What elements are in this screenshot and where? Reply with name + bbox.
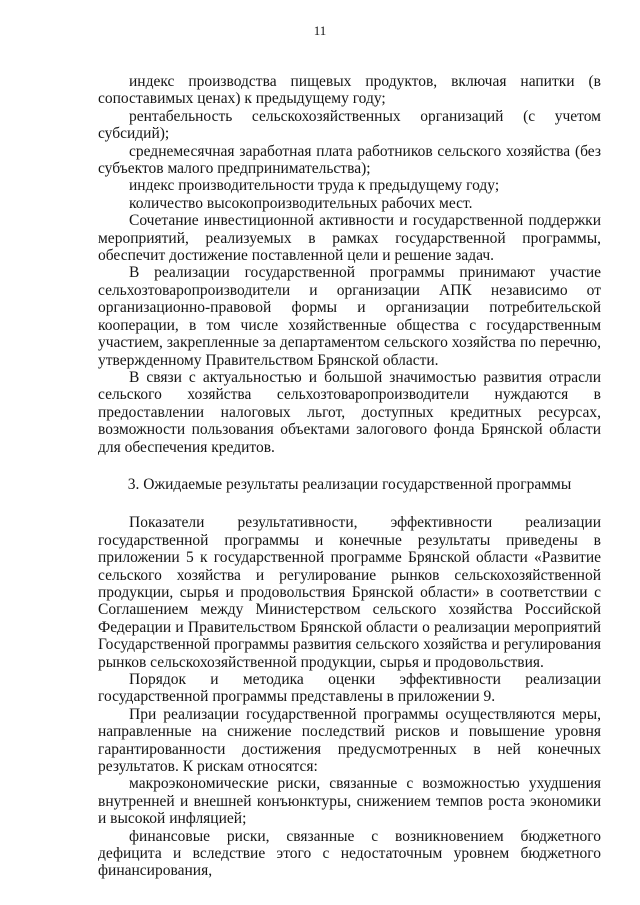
paragraph: количество высокопроизводительных рабочих мест.	[129, 194, 473, 212]
paragraph: В реализации государственной программы принимают участие сельхозтоваропроизводители и организации АПК независимо от организационно-правовой формы и организации потребительской кооперации, в том числе хозяйственные общества с государственным участием, закрепленные за департаментом сельского хозяйства по перечню, утвержденному Правительством Брянской области.	[98, 264, 601, 369]
page-number: 11	[313, 23, 327, 38]
paragraph: При реализации государственной программы осуществляются меры, направленные на снижение последствий рисков и повышение уровня гарантированности достижения предусмотренных в ней конечных результатов. К рискам относятся:	[98, 705, 601, 776]
paragraph: финансовые риски, связанные с возникновением бюджетного дефицита и вследствие этого с недостаточным уровнем бюджетного финансирования,	[98, 827, 601, 880]
paragraph: В связи с актуальностью и большой значимостью развития отрасли сельского хозяйства сельхозтоваропроизводители нуждаются в предоставлении налоговых льгот, доступных кредитных ресурсах, возможности пользования объектами залогового фонда Брянской области для обеспечения кредитов.	[98, 368, 601, 456]
paragraph: Порядок и методика оценки эффективности реализации государственной программы представлены в приложении 9.	[98, 671, 601, 706]
paragraph: Показатели результативности, эффективности реализации государственной программы и конечные результаты приведены в приложении 5 к государственной программе Брянской области «Развитие сельского хозяйства и регулирование рынков сельскохозяйственной продукции, сырья и продовольствия Брянской области» в соответствии с Соглашением между Министерством сельского хозяйства Российской Федерации и Правительством Брянской области о реализации мероприятий Государственной программы развития сельского хозяйства и регулирования рынков сельскохозяйственной продукции, сырья и продовольствия.	[98, 514, 601, 671]
paragraph: индекс производства пищевых продуктов, включая напитки (в сопоставимых ценах) к предыдущему году;	[98, 73, 601, 108]
paragraph: макроэкономические риски, связанные с возможностью ухудшения внутренней и внешней конъюнктуры, снижением темпов роста экономики и высокой инфляцией;	[98, 775, 601, 828]
paragraph: среднемесячная заработная плата работников сельского хозяйства (без субъектов малого предпринимательства);	[98, 142, 601, 178]
paragraph: рентабельность сельскохозяйственных организаций (с учетом субсидий);	[98, 107, 601, 143]
paragraph: Сочетание инвестиционной активности и государственной поддержки мероприятий, реализуемых в рамках государственной программы, обеспечит достижение поставленной цели и решение задач.	[98, 212, 601, 265]
section-heading: 3. Ожидаемые результаты реализации государственной программы	[127, 475, 572, 493]
paragraph: индекс производительности труда к предыдущему году;	[129, 177, 500, 195]
document-body	[98, 73, 601, 880]
